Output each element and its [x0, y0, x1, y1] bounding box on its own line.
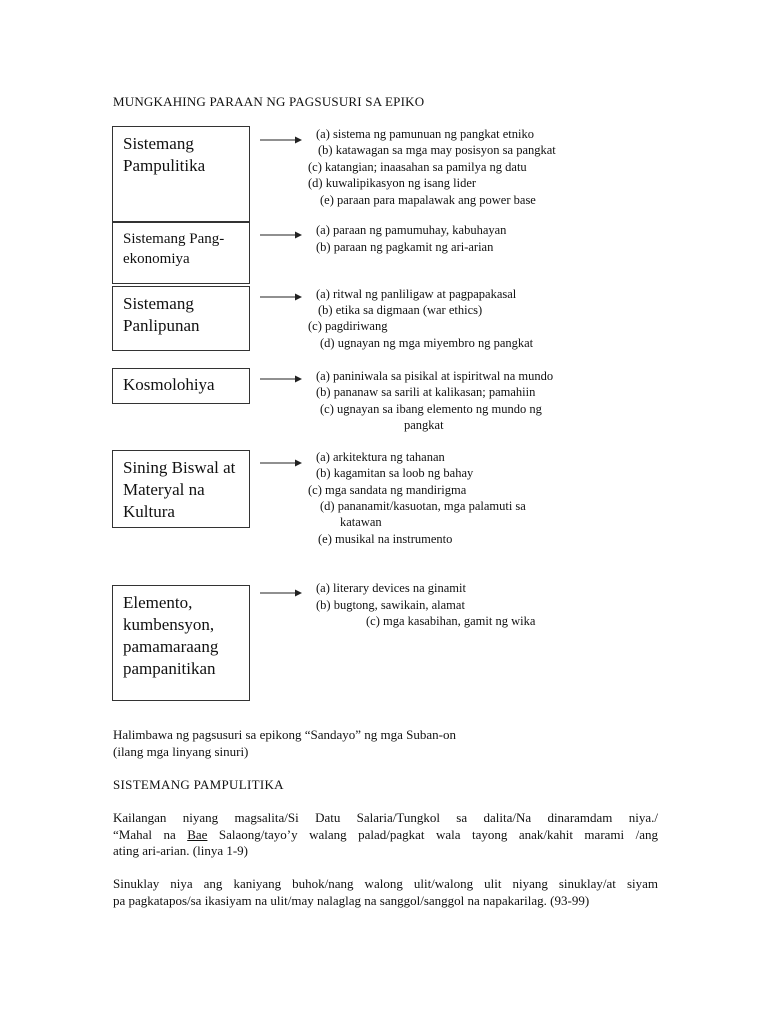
section-heading: SISTEMANG PAMPULITIKA: [113, 777, 284, 792]
list-item: (c) ugnayan sa ibang elemento ng mundo ng: [320, 402, 542, 416]
box-sistemang-pampulitika: [112, 126, 250, 222]
box-label: Elemento, kumbensyon, pamamaraang pampanitikan: [123, 593, 219, 678]
box-label: Sining Biswal at Materyal na Kultura: [123, 458, 236, 521]
list-item: (e) paraan para mapalawak ang power base: [320, 193, 536, 207]
box-kosmolohiya: [112, 368, 250, 404]
box-label: Sistemang Pang-ekonomiya: [123, 231, 225, 267]
list-item: (a) paniniwala sa pisikal at ispiritwal na mundo: [316, 369, 554, 383]
list-item: (c) mga kasabihan, gamit ng wika: [366, 614, 536, 628]
list-item: (a) arkitektura ng tahanan: [316, 450, 445, 464]
list-item: (b) paraan ng pagkamit ng ari-arian: [316, 240, 494, 254]
paragraph-1-line-1: Kailangan niyang magsalita/Si Datu Salaria/Tungkol sa dalita/Na dinaramdam niya./: [113, 810, 658, 825]
list-item: (b) pananaw sa sarili at kalikasan; pamahiin: [316, 385, 536, 399]
list-item: (b) etika sa digmaan (war ethics): [318, 303, 483, 317]
arrow-icon: [260, 135, 302, 145]
paragraph-1-line-2: [113, 827, 658, 844]
list-item: (c) mga sandata ng mandirigma: [308, 483, 467, 497]
list-item: (d) kuwalipikasyon ng isang lider: [308, 176, 477, 190]
arrow-icon: [260, 458, 302, 468]
box-sistemang-pang-ekonomiya: [112, 222, 250, 284]
list-item: (a) ritwal ng panliligaw at pagpapakasal: [316, 287, 517, 301]
list-item: (d) pananamit/kasuotan, mga palamuti sa: [320, 499, 526, 513]
list-item: (d) ugnayan ng mga miyembro ng pangkat: [320, 336, 534, 350]
paragraph-2-line-1: Sinuklay niya ang kaniyang buhok/nang walong ulit/walong ulit niyang sinuklay/at siyam: [113, 876, 658, 891]
paragraph-2-line-2: pa pagkatapos/sa ikasiyam na ulit/may nalaglag na sanggol/sanggol na napakarilag. (93-99): [113, 892, 590, 908]
page-title: MUNGKAHING PARAAN NG PAGSUSURI SA EPIKO: [113, 94, 425, 109]
paragraph-1: [113, 810, 658, 860]
box-label: Sistemang Pampulitika: [123, 134, 206, 175]
list-item: (c) pagdiriwang: [308, 319, 388, 333]
box-sining-biswal: [112, 450, 250, 528]
paragraph-2: [113, 876, 658, 909]
text-span: Salaong/tayo’y walang palad/pagkat wala tayong anak/kahit marami /ang: [207, 826, 658, 842]
box-label: Sistemang Panlipunan: [123, 294, 200, 335]
arrow-icon: [260, 588, 302, 598]
list-item: (a) paraan ng pamumuhay, kabuhayan: [316, 223, 507, 237]
underlined-word: Bae: [187, 826, 208, 842]
arrow-icon: [260, 230, 302, 240]
list-item: (a) literary devices na ginamit: [316, 581, 466, 595]
example-line-2: (ilang mga linyang sinuri): [113, 743, 249, 759]
paragraph-1-line-3: ating ari-arian. (linya 1-9): [113, 843, 248, 858]
list-item: (b) bugtong, sawikain, alamat: [316, 598, 465, 612]
example-intro: [113, 727, 658, 760]
list-item: (b) katawagan sa mga may posisyon sa pangkat: [318, 143, 556, 157]
box-label: Kosmolohiya: [123, 375, 215, 394]
list-item: (a) sistema ng pamunuan ng pangkat etniko: [316, 127, 534, 141]
list-item: pangkat: [404, 418, 444, 432]
list-item: (e) musikal na instrumento: [318, 532, 453, 546]
box-elemento-kumbensyon: [112, 585, 250, 701]
box-sistemang-panlipunan: [112, 286, 250, 351]
example-line-1: Halimbawa ng pagsusuri sa epikong “Sandayo” ng mga Suban-on: [113, 727, 456, 742]
arrow-icon: [260, 374, 302, 384]
list-item: katawan: [340, 515, 382, 529]
list-item: (b) kagamitan sa loob ng bahay: [316, 466, 474, 480]
list-item: (c) katangian; inaasahan sa pamilya ng datu: [308, 160, 527, 174]
arrow-icon: [260, 292, 302, 302]
text-span: “Mahal na: [113, 826, 188, 842]
